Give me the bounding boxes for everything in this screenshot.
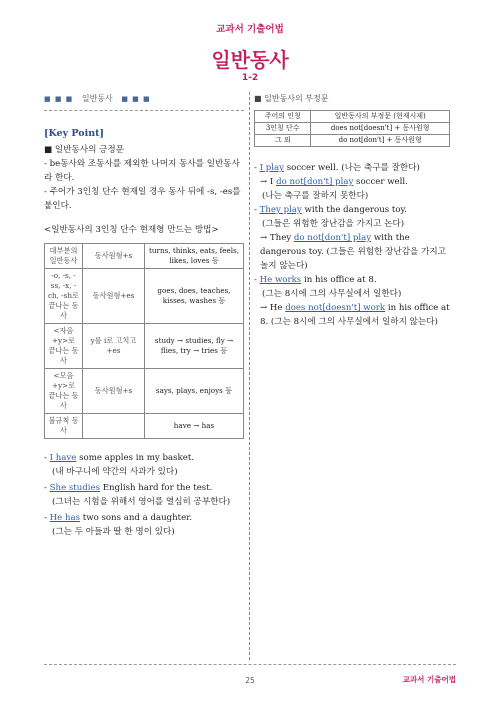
neg-example-3-translation: (그는 8시에 그의 사무실에서 일한다)	[262, 289, 402, 299]
neg-example-1-negated: → I do not[don't] play soccer well.	[260, 177, 408, 187]
table-row: 그 외 do not[don't] + 동사원형	[255, 135, 450, 147]
page-subtitle: 1-2	[241, 73, 259, 83]
example-2: - She studies English hard for the test.	[44, 483, 213, 493]
table-row: <모음+y>로 끝나는 동사 동사원형+s says, plays, enjoys 등	[45, 369, 244, 414]
book-brand: 교과서 기출어법	[216, 24, 284, 35]
square-bullets-icon: ■ ■ ■	[44, 95, 74, 103]
square-bullet-icon: ■	[254, 94, 265, 103]
example-2-translation: (그녀는 시험을 위해서 영어를 열심히 공부한다)	[52, 497, 231, 507]
table-row: 3인칭 단수 does not[doesn't] + 동사원형	[255, 123, 450, 135]
affirmative-heading: ■ 일반동사의 긍정문	[44, 145, 125, 155]
square-bullets-icon: ■ ■ ■	[121, 95, 151, 103]
footer-brand: 교과서 기출어법	[402, 675, 456, 684]
keypoint-heading: [Key Point]	[44, 128, 105, 139]
neg-example-2-translation: (그들은 위험한 장난감을 가지고 논다)	[262, 219, 405, 229]
section-header	[44, 92, 244, 111]
table-row: 불규칙 동사 have → has	[45, 414, 244, 439]
square-bullet-icon: ■	[44, 145, 55, 155]
example-1: - I have some apples in my basket.	[44, 453, 195, 463]
neg-example-2-negated: → They do not[don't] play with the dangerous toy. (그들은 위험한 장난감을 가지고 놀지 않는다)	[260, 233, 446, 271]
example-3: - He has two sons and a daughter.	[44, 513, 193, 523]
left-column	[44, 92, 244, 539]
table-caption: <일반동사의 3인칭 단수 현재형 만드는 방법>	[44, 225, 219, 235]
conjugation-table	[44, 243, 244, 439]
column-divider	[249, 92, 250, 660]
neg-example-3-negated: → He does not[doesn't] work in his office at 8. (그는 8시에 그의 사무실에서 일하지 않는다)	[260, 303, 450, 327]
neg-example-3: - He works in his office at 8.	[254, 275, 377, 285]
right-column	[254, 92, 454, 329]
footer-divider	[44, 664, 456, 665]
section-divider	[44, 110, 244, 111]
rule-paragraph-1: - be동사와 조동사를 제외한 나머지 동사를 일반동사라 한다.	[44, 159, 240, 183]
page-title: 일반동사	[211, 48, 289, 72]
table-row: <자음+y>로 끝나는 동사 y를 i로 고치고+es study → studies, fly → flies, try → tries 등	[45, 324, 244, 369]
page-number: 25	[245, 676, 255, 685]
table-row: 주어의 인칭 일반동사의 부정문 (현재시제)	[255, 111, 450, 123]
table-row: -o, -s, -ss, -x, -ch, -sh로 끝나는 동사 동사원형+es goes, does, teaches, kisses, washes 등	[45, 269, 244, 324]
example-1-translation: (내 바구니에 약간의 사과가 있다)	[52, 467, 178, 477]
negation-table	[254, 110, 450, 147]
neg-example-1-translation: (나는 축구를 잘하지 못한다)	[262, 191, 369, 201]
negative-heading: ■ 일반동사의 부정문	[254, 94, 329, 103]
rule-paragraph-2: - 주어가 3인칭 단수 현재일 경우 동사 뒤에 -s, -es를 붙인다.	[44, 187, 241, 211]
neg-example-2: - They play with the dangerous toy.	[254, 205, 407, 215]
section-title: 일반동사	[81, 94, 113, 103]
neg-example-1: - I play soccer well. (나는 축구를 잘한다)	[254, 163, 420, 173]
table-row: 대부분의 일반동사 동사원형+s turns, thinks, eats, feels, likes, loves 등	[45, 244, 244, 269]
example-3-translation: (그는 두 아들과 딸 한 명이 있다)	[52, 527, 175, 537]
